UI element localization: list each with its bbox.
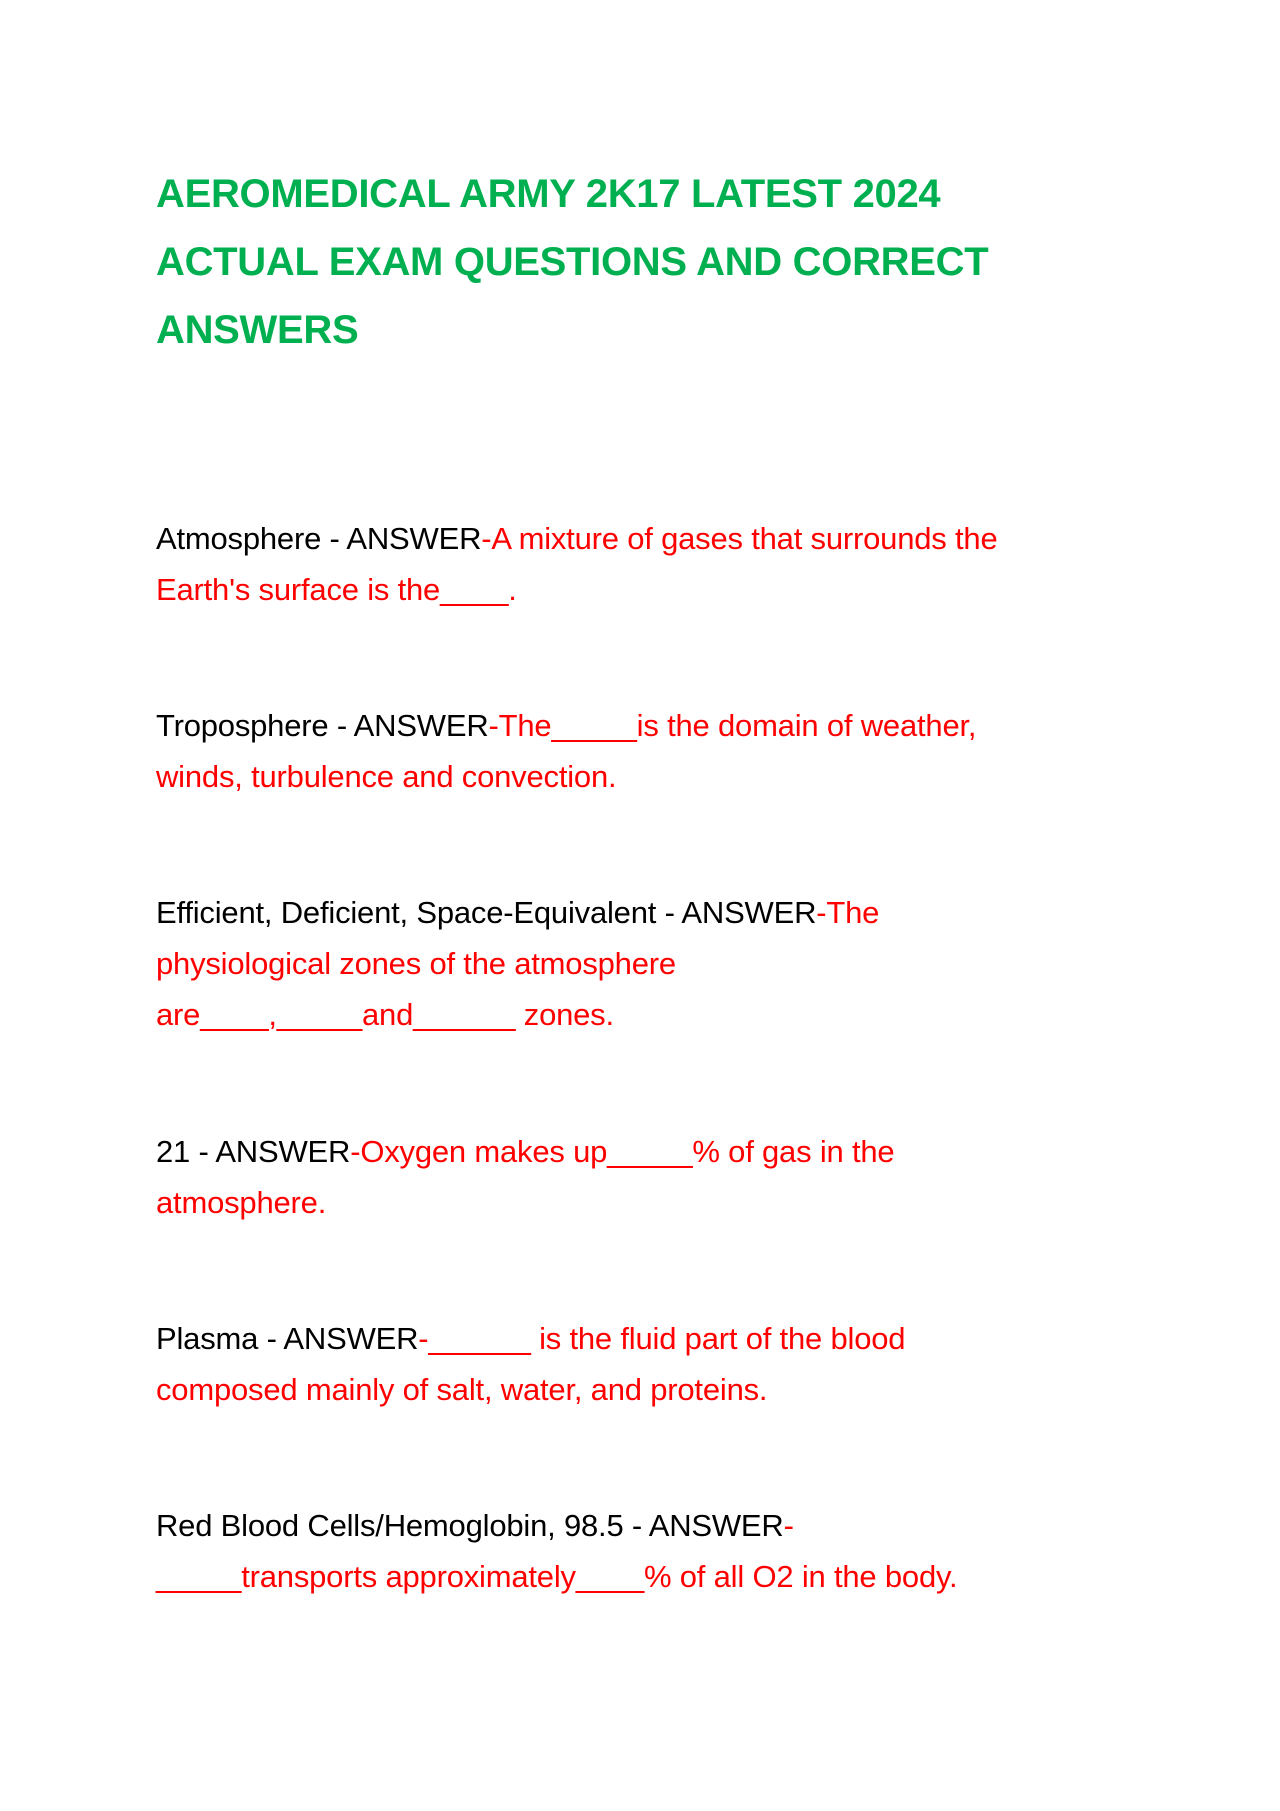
qa-entry-oxygen xyxy=(156,1126,1156,1228)
entry-answer-label: ANSWER xyxy=(283,1321,419,1356)
entry-term: Plasma - xyxy=(156,1321,284,1356)
qa-entry-plasma xyxy=(156,1313,1156,1415)
entry-answer-label: ANSWER xyxy=(346,521,482,556)
entry-definition-line-1: -The xyxy=(816,895,880,930)
qa-entry-troposphere xyxy=(156,700,1156,802)
entry-term: Red Blood Cells/Hemoglobin, 98.5 - xyxy=(156,1508,649,1543)
title-line-3: ANSWERS xyxy=(156,308,359,352)
title-line-2: ACTUAL EXAM QUESTIONS AND CORRECT xyxy=(156,240,989,284)
qa-entry-red-blood-cells xyxy=(156,1500,1156,1602)
entry-definition-line-2: atmosphere. xyxy=(156,1185,327,1220)
entry-term: Troposphere - xyxy=(156,708,354,743)
document-title xyxy=(156,160,1136,364)
entry-definition-line-1: - xyxy=(783,1508,794,1543)
title-line-1: AEROMEDICAL ARMY 2K17 LATEST 2024 xyxy=(156,172,941,216)
entry-definition-line-2: winds, turbulence and convection. xyxy=(156,759,617,794)
qa-entry-atmosphere xyxy=(156,513,1156,615)
entry-definition-line-2: _____transports approximately____% of all O2 in the body. xyxy=(156,1559,958,1594)
entry-answer-label: ANSWER xyxy=(681,895,817,930)
entry-term: Efficient, Deficient, Space-Equivalent - xyxy=(156,895,682,930)
entry-answer-label: ANSWER xyxy=(648,1508,784,1543)
entry-definition-line-1: -______ is the fluid part of the blood xyxy=(418,1321,906,1356)
entry-definition-line-2: composed mainly of salt, water, and proteins. xyxy=(156,1372,768,1407)
entry-definition-line-1: -A mixture of gases that surrounds the xyxy=(481,521,998,556)
entry-definition-line-1: -The_____is the domain of weather, xyxy=(488,708,977,743)
qa-entry-physiological-zones xyxy=(156,887,1156,1040)
entry-term: 21 - xyxy=(156,1134,216,1169)
entry-term: Atmosphere - xyxy=(156,521,347,556)
entry-answer-label: ANSWER xyxy=(353,708,489,743)
entry-definition-line-2: Earth's surface is the____. xyxy=(156,572,517,607)
entry-definition-line-3: are____,_____and______ zones. xyxy=(156,997,614,1032)
entry-definition-line-1: -Oxygen makes up_____% of gas in the xyxy=(350,1134,895,1169)
entry-definition-line-2: physiological zones of the atmosphere xyxy=(156,946,676,981)
entry-answer-label: ANSWER xyxy=(215,1134,351,1169)
